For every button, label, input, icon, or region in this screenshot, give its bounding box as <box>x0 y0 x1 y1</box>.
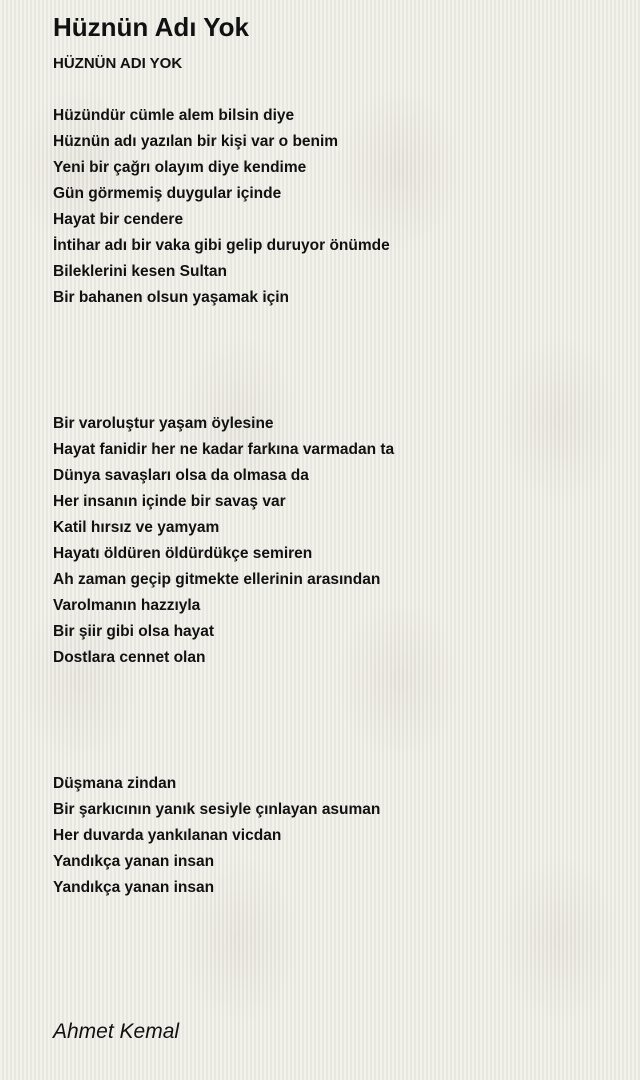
poem-line: Yandıkça yanan insan <box>53 879 215 896</box>
poem-line: Gün görmemiş duygular içinde <box>53 185 282 202</box>
poem-line: Hayat bir cendere <box>53 211 184 228</box>
poem-line: Hüzündür cümle alem bilsin diye <box>53 107 295 124</box>
poem-line: Her duvarda yankılanan vicdan <box>53 827 282 844</box>
stanza-2 <box>53 411 394 671</box>
poem-line: Ah zaman geçip gitmekte ellerinin arasından <box>53 571 381 588</box>
poem-line: Dostlara cennet olan <box>53 649 206 666</box>
poem-line: Varolmanın hazzıyla <box>53 597 201 614</box>
poem-line: Bir bahanen olsun yaşamak için <box>53 289 290 306</box>
stanza-3 <box>53 771 380 901</box>
poem-line: Düşmana zindan <box>53 775 177 792</box>
poem-line: Hayat fanidir her ne kadar farkına varmadan ta <box>53 441 395 458</box>
poem-line: Bir şiir gibi olsa hayat <box>53 623 215 640</box>
poem-line: Hüznün adı yazılan bir kişi var o benim <box>53 133 339 150</box>
poem-author: Ahmet Kemal <box>53 1020 180 1043</box>
poem-line: İntihar adı bir vaka gibi gelip duruyor önümde <box>53 237 390 254</box>
poem-line: Katil hırsız ve yamyam <box>53 519 220 536</box>
poem-title: Hüznün Adı Yok <box>53 12 249 42</box>
poem-line: Yeni bir çağrı olayım diye kendime <box>53 159 307 176</box>
poem-line: Bir varoluştur yaşam öylesine <box>53 415 274 432</box>
poem-line: Dünya savaşları olsa da olmasa da <box>53 467 309 484</box>
poem-line: Bileklerini kesen Sultan <box>53 263 228 280</box>
poem-line: Hayatı öldüren öldürdükçe semiren <box>53 545 313 562</box>
poem-line: Bir şarkıcının yanık sesiyle çınlayan asuman <box>53 801 381 818</box>
poem-line: Yandıkça yanan insan <box>53 853 215 870</box>
poem-subtitle: HÜZNÜN ADI YOK <box>53 55 183 72</box>
poem-line: Her insanın içinde bir savaş var <box>53 493 286 510</box>
stanza-1 <box>53 103 390 311</box>
